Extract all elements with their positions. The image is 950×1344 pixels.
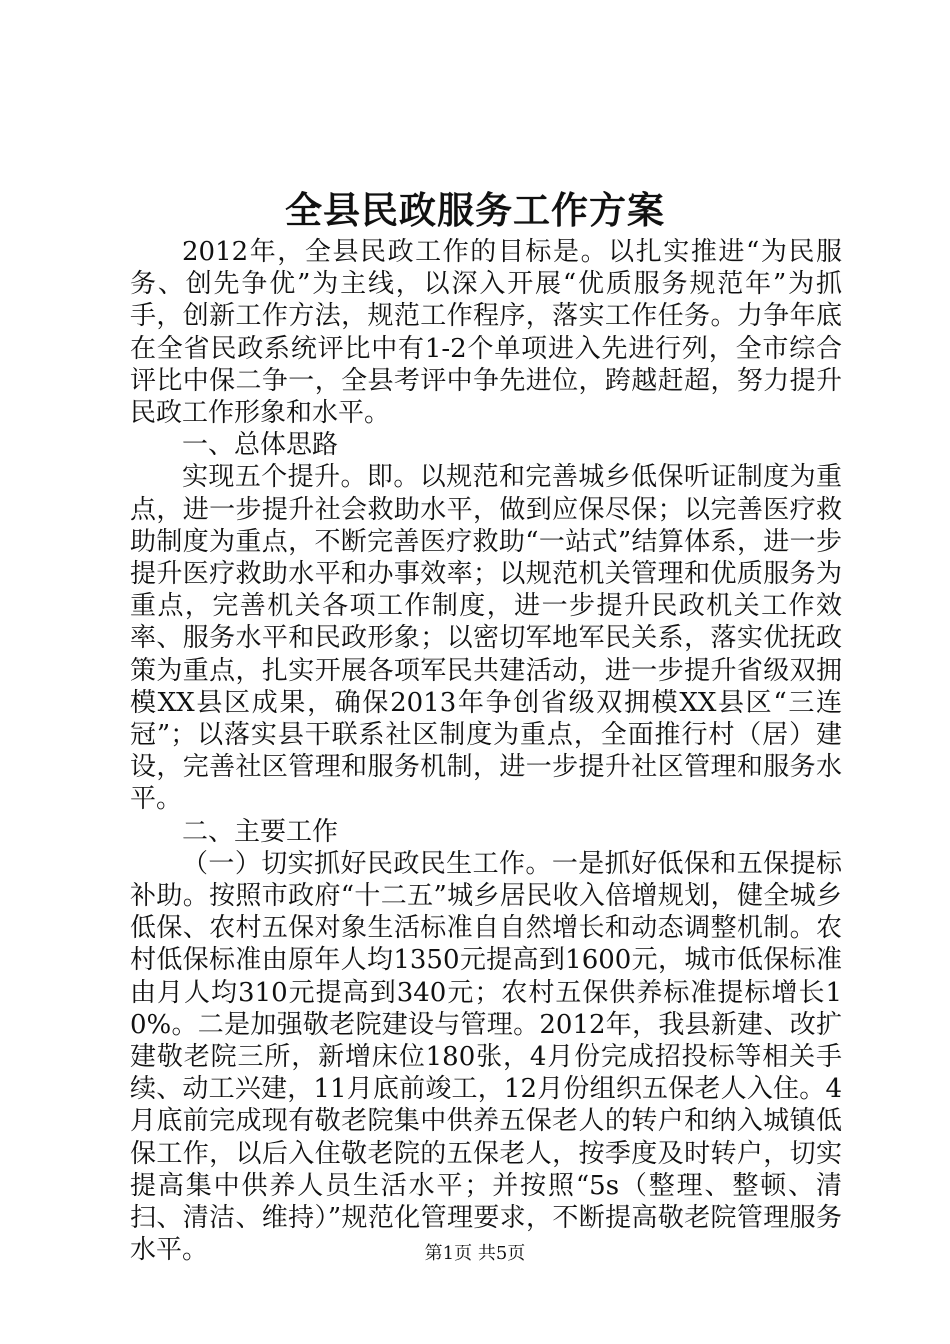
overall-paragraph: 实现五个提升。即。以规范和完善城乡低保听证制度为重点，进一步提升社会救助水平，做到应保尽保；以完善医疗救助制度为重点，不断完善医疗救助“一站式”结算体系，进一步提升医疗救助水平和办事效率；以规范机关管理和优质服务为重点，完善机关各项工作制度，进一步提升民政机关工作效率、服务水平和民政形象；以密切军地军民关系，落实优抚政策为重点，扎实开展各项军民共建活动，进一步提升省级双拥模XX县区成果，确保2013年争创省级双拥模XX县区“三连冠”；以落实县干联系社区制度为重点，全面推行村（居）建设，完善社区管理和服务机制，进一步提升社区管理和服务水平。	[130, 462, 842, 815]
section-heading-overall: 一、总体思路	[182, 430, 339, 461]
document-body	[130, 236, 842, 1267]
page-footer: 第1页 共5页	[424, 1243, 526, 1264]
section-heading-main-work: 二、主要工作	[182, 816, 339, 847]
document-title: 全县民政服务工作方案	[285, 188, 665, 232]
intro-paragraph: 2012年，全县民政工作的目标是。以扎实推进“为民服务、创先争优”为主线，以深入开展“优质服务规范年”为抓手，创新工作方法，规范工作程序，落实工作任务。力争年底在全省民政系统评比中有1-2个单项进入先进行列，全市综合评比中保二争一，全县考评中争先进位，跨越赶超，努力提升民政工作形象和水平。	[130, 237, 842, 429]
main-work-paragraph: （一）切实抓好民政民生工作。一是抓好低保和五保提标补助。按照市政府“十二五”城乡居民收入倍增规划，健全城乡低保、农村五保对象生活标准自自然增长和动态调整机制。农村低保标准由原年人均1350元提高到1600元，城市低保标准由月人均310元提高到340元；农村五保供养标准提标增长10%。二是加强敬老院建设与管理。2012年，我县新建、改扩建敬老院三所，新增床位180张，4月份完成招投标等相关手续、动工兴建，11月底前竣工，12月份组织五保老人入住。4月底前完成现有敬老院集中供养五保老人的转户和纳入城镇低保工作，以后入住敬老院的五保老人，按季度及时转户，切实提高集中供养人员生活水平；并按照“5s（整理、整顿、清扫、清洁、维持）”规范化管理要求，不断提高敬老院管理服务水平。	[130, 848, 842, 1266]
